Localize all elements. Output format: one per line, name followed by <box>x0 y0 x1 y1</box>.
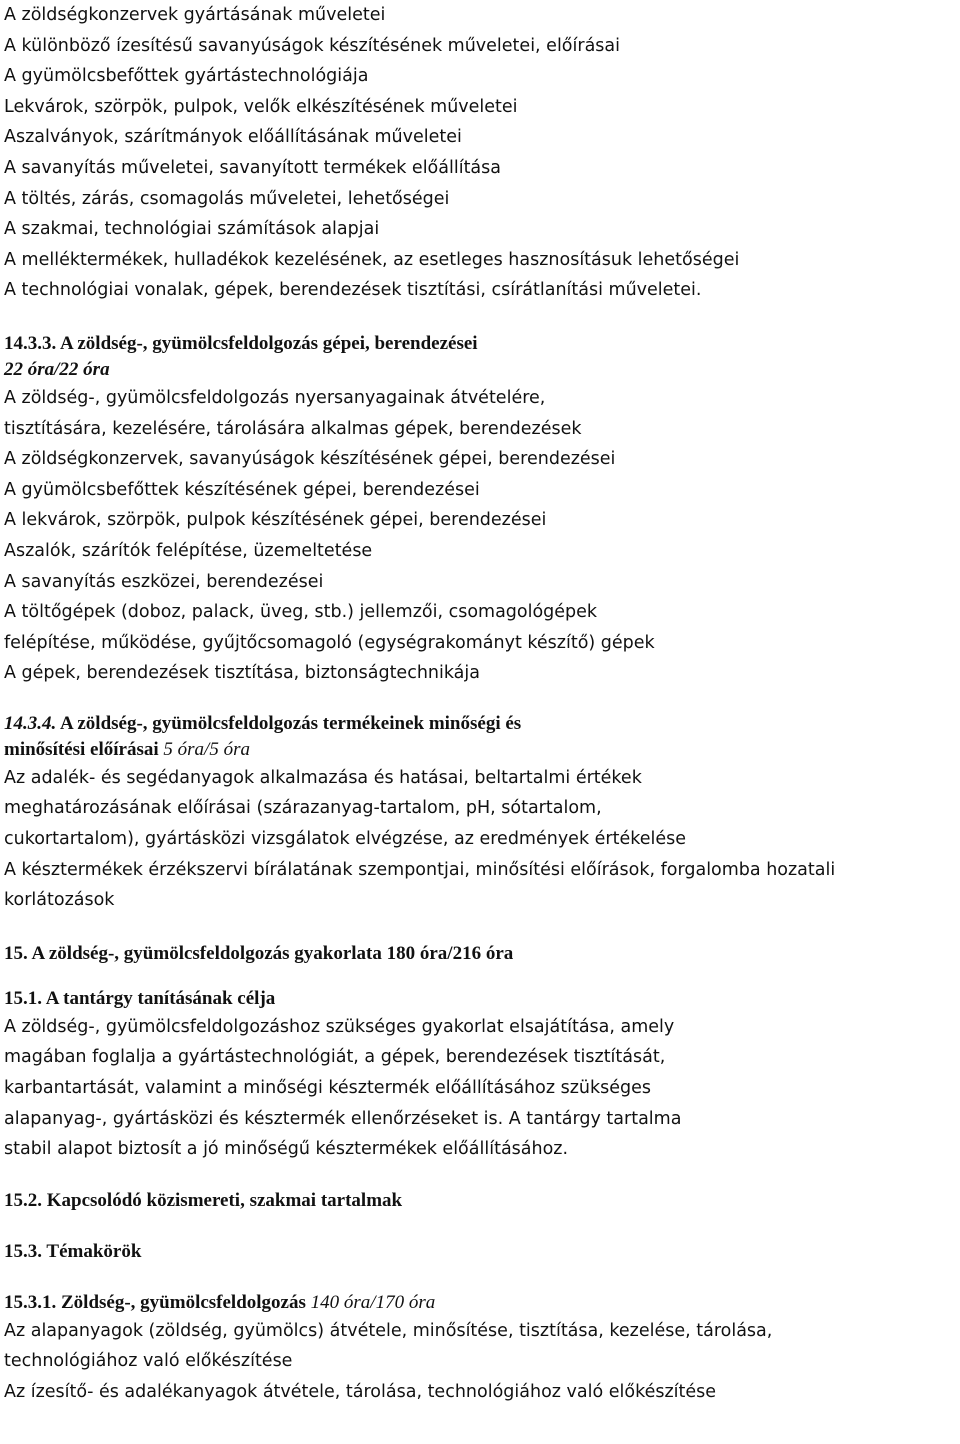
text-line: A különböző ízesítésű savanyúságok készítésének műveletei, előírásai <box>4 35 620 56</box>
text-line: A töltés, zárás, csomagolás műveletei, lehetőségei <box>4 188 450 209</box>
section-14-3-3 <box>4 331 956 689</box>
section-15-3-1 <box>4 1290 956 1408</box>
section-15-heading: 15. A zöldség-, gyümölcsfeldolgozás gyakorlata 180 óra/216 óra <box>4 942 514 964</box>
text-line: alapanyag-, gyártásközi és késztermék ellenőrzéseket is. A tantárgy tartalma <box>4 1108 682 1129</box>
text-line: A melléktermékek, hulladékok kezelésének, az esetleges hasznosításuk lehetőségei <box>4 249 740 270</box>
text-line: A késztermékek érzékszervi bírálatának szempontjai, minősítési előírások, forgalomba hozatali <box>4 859 836 880</box>
section-number: 14.3.4. <box>4 712 57 734</box>
text-line: A gyümölcsbefőttek készítésének gépei, berendezései <box>4 479 480 500</box>
text-line: A zöldségkonzervek gyártásának műveletei <box>4 5 386 25</box>
section-title: 15.3.1. Zöldség-, gyümölcsfeldolgozás <box>4 1291 306 1313</box>
text-line: cukortartalom), gyártásközi vizsgálatok elvégzése, az eredmények értékelése <box>4 829 687 850</box>
section-hours: 22 óra/22 óra <box>4 358 110 380</box>
text-line: technológiához való előkészítése <box>4 1351 293 1372</box>
section-title-line1: A zöldség-, gyümölcsfeldolgozás termékeinek minőségi és <box>59 712 522 734</box>
section-15-3-heading: 15.3. Témakörök <box>4 1240 142 1262</box>
document-page <box>4 0 956 1408</box>
text-line: Aszalók, szárítók felépítése, üzemeltetése <box>4 540 373 561</box>
text-line: A technológiai vonalak, gépek, berendezések tisztítási, csírátlanítási műveletei. <box>4 280 702 301</box>
text-line: tisztítására, kezelésére, tárolására alkalmas gépek, berendezések <box>4 418 582 439</box>
text-line: Aszalványok, szárítmányok előállításának műveletei <box>4 127 462 148</box>
block-a-list <box>4 0 956 306</box>
text-line: A savanyítás eszközei, berendezései <box>4 571 324 592</box>
text-line: magában foglalja a gyártástechnológiát, a gépek, berendezések tisztítását, <box>4 1047 666 1068</box>
text-line: A töltőgépek (doboz, palack, üveg, stb.) jellemzői, csomagológépek <box>4 602 598 623</box>
section-hours: 140 óra/170 óra <box>310 1291 436 1313</box>
text-line: karbantartását, valamint a minőségi késztermék előállításához szükséges <box>4 1078 651 1099</box>
section-heading <box>4 711 956 737</box>
text-line: meghatározásának előírásai (szárazanyag-tartalom, pH, sótartalom, <box>4 798 602 819</box>
text-line: A zöldségkonzervek, savanyúságok készítésének gépei, berendezései <box>4 449 616 470</box>
text-line: A lekvárok, szörpök, pulpok készítésének gépei, berendezései <box>4 510 547 531</box>
text-line: A gépek, berendezések tisztítása, biztonságtechnikája <box>4 663 480 684</box>
text-line: Lekvárok, szörpök, pulpok, velők elkészítésének műveletei <box>4 96 518 117</box>
text-line: Az alapanyagok (zöldség, gyümölcs) átvétele, minősítése, tisztítása, kezelése, tárolása, <box>4 1320 773 1341</box>
text-line: A savanyítás műveletei, savanyított termékek előállítása <box>4 157 501 178</box>
section-14-3-4 <box>4 711 956 916</box>
section-heading: 15.1. A tantárgy tanításának célja <box>4 987 276 1009</box>
text-line: korlátozások <box>4 890 115 911</box>
section-15-2-heading: 15.2. Kapcsolódó közismereti, szakmai tartalmak <box>4 1189 403 1211</box>
section-heading: 14.3.3. A zöldség-, gyümölcsfeldolgozás gépei, berendezései <box>4 332 478 354</box>
section-title-line2: minősítési előírásai <box>4 738 159 760</box>
section-heading-line2 <box>4 737 956 763</box>
text-line: A szakmai, technológiai számítások alapjai <box>4 219 380 240</box>
section-hours: 5 óra/5 óra <box>163 738 250 760</box>
section-15-1 <box>4 986 956 1165</box>
text-line: A zöldség-, gyümölcsfeldolgozás nyersanyagainak átvételére, <box>4 387 546 408</box>
text-line: Az ízesítő- és adalékanyagok átvétele, tárolása, technológiához való előkészítése <box>4 1382 717 1402</box>
text-line: stabil alapot biztosít a jó minőségű késztermékek előállításához. <box>4 1139 569 1160</box>
section-heading <box>4 1290 956 1316</box>
text-line: Az adalék- és segédanyagok alkalmazása és hatásai, beltartalmi értékek <box>4 767 642 788</box>
text-line: A gyümölcsbefőttek gyártástechnológiája <box>4 66 369 87</box>
text-line: A zöldség-, gyümölcsfeldolgozáshoz szükséges gyakorlat elsajátítása, amely <box>4 1016 675 1037</box>
text-line: felépítése, működése, gyűjtőcsomagoló (egységrakományt készítő) gépek <box>4 632 655 653</box>
